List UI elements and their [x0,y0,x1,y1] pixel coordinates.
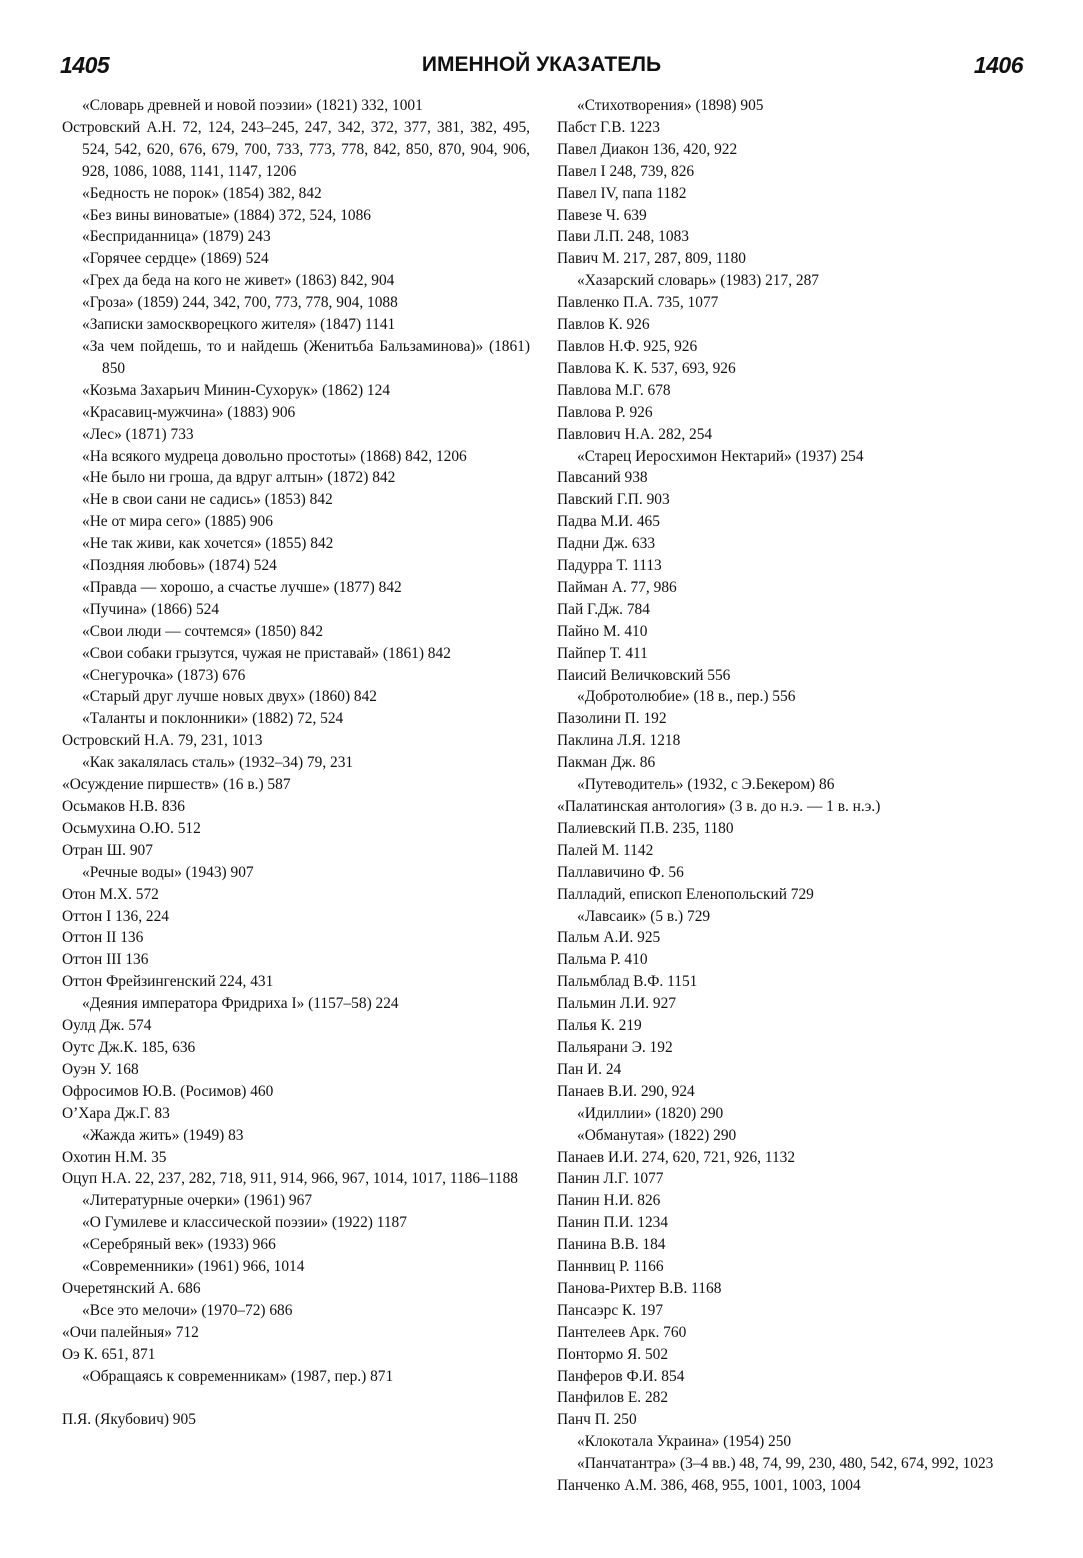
index-entry: Оулд Дж. 574 [62,1017,152,1035]
index-subentry: «Путеводитель» (1932, с Э.Бекером) 86 [577,776,835,794]
index-subentry: «Деяния императора Фридриха I» (1157–58) 224 [82,995,399,1013]
index-subentry: «Гроза» (1859) 244, 342, 700, 773, 778, 904, 1088 [82,294,398,312]
page-title: ИМЕННОЙ УКАЗАТЕЛЬ [421,53,662,76]
index-entry: Панаев В.И. 290, 924 [557,1082,695,1100]
index-entry: Охотин Н.М. 35 [62,1148,167,1166]
index-entry: Пайпер Т. 411 [557,644,648,662]
index-subentry: «Лавсаик» (5 в.) 729 [577,907,711,925]
index-entry: Панаев И.И. 274, 620, 721, 926, 1132 [557,1148,796,1166]
index-entry: Пальм А.И. 925 [557,929,661,947]
index-entry: Павский Г.П. 903 [557,491,670,509]
index-entry: Палей М. 1142 [557,841,654,859]
index-subentry: «Жажда жить» (1949) 83 [82,1126,244,1144]
index-entry: Палладий, епископ Еленопольский 729 [557,885,814,903]
index-entry: «Очи палейныя» 712 [62,1323,199,1341]
index-entry: Паллавичино Ф. 56 [557,863,684,881]
index-subentry: «Пучина» (1866) 524 [82,600,220,618]
index-entry: Оутс Дж.К. 185, 636 [62,1038,196,1056]
index-entry: Пальмин Л.И. 927 [557,995,677,1013]
index-entry: Панин П.И. 1234 [557,1214,669,1232]
index-entry: Понтормо Я. 502 [557,1345,669,1363]
index-entry: Панова-Рихтер В.В. 1168 [557,1279,722,1297]
index-entry: Оттон I 136, 224 [62,907,169,925]
index-subentry: «Современники» (1961) 966, 1014 [82,1258,305,1276]
index-subentry: «Лес» (1871) 733 [82,425,194,443]
index-entry: П.Я. (Якубович) 905 [62,1411,196,1429]
index-subentry: «Не в свои сани не садись» (1853) 842 [82,491,333,509]
index-entry: Панин Н.И. 826 [557,1192,661,1210]
index-entry: Островский Н.А. 79, 231, 1013 [62,732,263,750]
index-subentry: «Бесприданница» (1879) 243 [82,228,271,246]
index-subentry: «За чем пойдешь, то и найдешь (Женитьба Бальзаминова)» (1861) 850 [82,337,530,377]
section-gap [62,1387,530,1409]
index-subentry: «Обращаясь к современникам» (1987, пер.) 871 [82,1367,394,1385]
index-entry: Павлов К. 926 [557,316,650,334]
index-entry: Осьмухина О.Ю. 512 [62,819,201,837]
index-entry: Оцуп Н.А. 22, 237, 282, 718, 911, 914, 966, 967, 1014, 1017, 1186–1188 [62,1170,518,1188]
index-entry: Палиевский П.В. 235, 1180 [557,819,734,837]
index-subentry: «Добротолюбие» (18 в., пер.) 556 [577,688,796,706]
index-subentry: «Без вины виноватые» (1884) 372, 524, 1086 [82,206,372,224]
index-entry: Палья К. 219 [557,1017,642,1035]
index-subentry: «Свои собаки грызутся, чужая не приставай» (1861) 842 [82,644,451,662]
index-entry: Пави Л.П. 248, 1083 [557,228,689,246]
right-index-column [557,95,1029,1497]
index-entry: Панин Л.Г. 1077 [557,1170,664,1188]
index-entry: Пан И. 24 [557,1060,622,1078]
index-entry: Пальярани Э. 192 [557,1038,673,1056]
index-entry: «Палатинская антология» (3 в. до н.э. — 1 в. н.э.) [557,798,881,815]
right-page-number: 1406 [973,52,1023,78]
index-entry: Падни Дж. 633 [557,535,656,553]
index-entry: Пантелеев Арк. 760 [557,1323,687,1341]
index-subentry: «Козьма Захарьич Минин-Сухорук» (1862) 124 [82,381,391,399]
index-entry: Павлова К. К. 537, 693, 926 [557,359,736,377]
index-subentry: «Старый друг лучше новых двух» (1860) 842 [82,688,377,706]
index-entry: Офросимов Ю.В. (Росимов) 460 [62,1082,274,1100]
index-subentry: «Хазарский словарь» (1983) 217, 287 [577,272,819,290]
index-entry: Оттон II 136 [62,929,144,947]
index-entry: Пальма Р. 410 [557,951,648,969]
index-entry: Панферов Ф.И. 854 [557,1367,685,1385]
index-entry: Павленко П.А. 735, 1077 [557,294,719,312]
index-entry: Оттон Фрейзингенский 224, 431 [62,973,274,991]
index-entry: Павел Диакон 136, 420, 922 [557,140,738,158]
index-subentry: «Красавиц-мужчина» (1883) 906 [82,403,296,421]
index-subentry: «Словарь древней и новой поэзии» (1821) 332, 1001 [82,97,423,114]
index-subentry: «Все это мелочи» (1970–72) 686 [82,1301,293,1319]
index-subentry: «Грех да беда на кого не живет» (1863) 842, 904 [82,272,395,290]
index-entry: «Осуждение пиршеств» (16 в.) 587 [62,776,291,794]
index-entry: Паннвиц Р. 1166 [557,1258,664,1276]
index-subentry: «Поздняя любовь» (1874) 524 [82,557,277,575]
index-entry: Пай Г.Дж. 784 [557,600,650,618]
index-entry: Очеретянский А. 686 [62,1279,201,1297]
index-subentry: «О Гумилеве и классической поэзии» (1922) 1187 [82,1214,407,1232]
index-entry: Панфилов Е. 282 [557,1389,669,1407]
index-entry: Павлова Р. 926 [557,403,653,421]
index-entry: Павич М. 217, 287, 809, 1180 [557,250,746,268]
index-subentry: «Литературные очерки» (1961) 967 [82,1192,313,1210]
index-entry: Отон М.Х. 572 [62,885,159,903]
index-entry: Паклина Л.Я. 1218 [557,732,681,750]
index-subentry: «Горячее сердце» (1869) 524 [82,250,269,268]
index-entry: Павлович Н.А. 282, 254 [557,425,713,443]
index-subentry: «Как закалялась сталь» (1932–34) 79, 231 [82,754,354,772]
index-entry: Островский А.Н. 72, 124, 243–245, 247, 342, 372, 377, 381, 382, 495, 524, 542, 620, 676, 679, 700, 733, 773, 778, 842, 850, 870, 904, 906, 928, 1086, 1088, 1141, 1147, 1206 [62,118,530,180]
index-subentry: «Не от мира сего» (1885) 906 [82,513,273,531]
index-entry: Оуэн У. 168 [62,1060,139,1078]
index-entry: Панина В.В. 184 [557,1236,666,1254]
index-entry: О’Хара Дж.Г. 83 [62,1104,170,1122]
index-entry: Пайно М. 410 [557,622,648,640]
index-entry: Павлов Н.Ф. 925, 926 [557,337,698,355]
index-entry: Павел IV, папа 1182 [557,184,687,202]
index-subentry: «Старец Иеросхимон Нектарий» (1937) 254 [577,447,864,465]
index-entry: Павлова М.Г. 678 [557,381,671,399]
index-entry: Пакман Дж. 86 [557,754,656,772]
index-subentry: «Серебряный век» (1933) 966 [82,1236,276,1254]
index-subentry: «Речные воды» (1943) 907 [82,863,254,881]
index-entry: Панч П. 250 [557,1411,637,1429]
page-header [60,52,1023,86]
index-entry: Падурра Т. 1113 [557,557,662,575]
index-subentry: «Панчатантра» (3–4 вв.) 48, 74, 99, 230, 480, 542, 674, 992, 1023 [577,1455,994,1473]
index-subentry: «Идиллии» (1820) 290 [577,1104,724,1122]
index-subentry: «Обманутая» (1822) 290 [577,1126,737,1144]
index-subentry: «Стихотворения» (1898) 905 [577,97,764,114]
index-entry: Павел I 248, 739, 826 [557,162,695,180]
index-subentry: «Таланты и поклонники» (1882) 72, 524 [82,710,344,728]
index-subentry: «Свои люди — сочтемся» (1850) 842 [82,622,324,640]
index-entry: Пайман А. 77, 986 [557,578,677,596]
index-entry: Паисий Величковский 556 [557,666,731,684]
left-index-column [62,95,530,1431]
index-entry: Пабст Г.В. 1223 [557,118,660,136]
index-entry: Оэ К. 651, 871 [62,1345,156,1363]
index-entry: Падва М.И. 465 [557,513,660,531]
index-subentry: «Клокотала Украина» (1954) 250 [577,1433,792,1451]
index-subentry: «На всякого мудреца довольно простоты» (1868) 842, 1206 [82,447,467,465]
index-subentry: «Не было ни гроша, да вдруг алтын» (1872) 842 [82,469,396,487]
index-subentry: «Записки замоскворецкого жителя» (1847) 1141 [82,316,396,334]
left-page-number: 1405 [60,52,110,78]
index-entry: Панченко А.М. 386, 468, 955, 1001, 1003, 1004 [557,1477,861,1495]
index-subentry: «Снегурочка» (1873) 676 [82,666,246,684]
index-entry: Пансаэрс К. 197 [557,1301,664,1319]
index-entry: Павезе Ч. 639 [557,206,647,224]
index-entry: Оттон III 136 [62,951,149,969]
index-subentry: «Бедность не порок» (1854) 382, 842 [82,184,322,202]
index-subentry: «Не так живи, как хочется» (1855) 842 [82,535,334,553]
index-subentry: «Правда — хорошо, а счастье лучше» (1877) 842 [82,578,402,596]
index-entry: Павсаний 938 [557,469,648,487]
index-entry: Пазолини П. 192 [557,710,667,728]
index-entry: Осьмаков Н.В. 836 [62,798,185,815]
index-entry: Отран Ш. 907 [62,841,153,859]
index-entry: Пальмблад В.Ф. 1151 [557,973,698,991]
